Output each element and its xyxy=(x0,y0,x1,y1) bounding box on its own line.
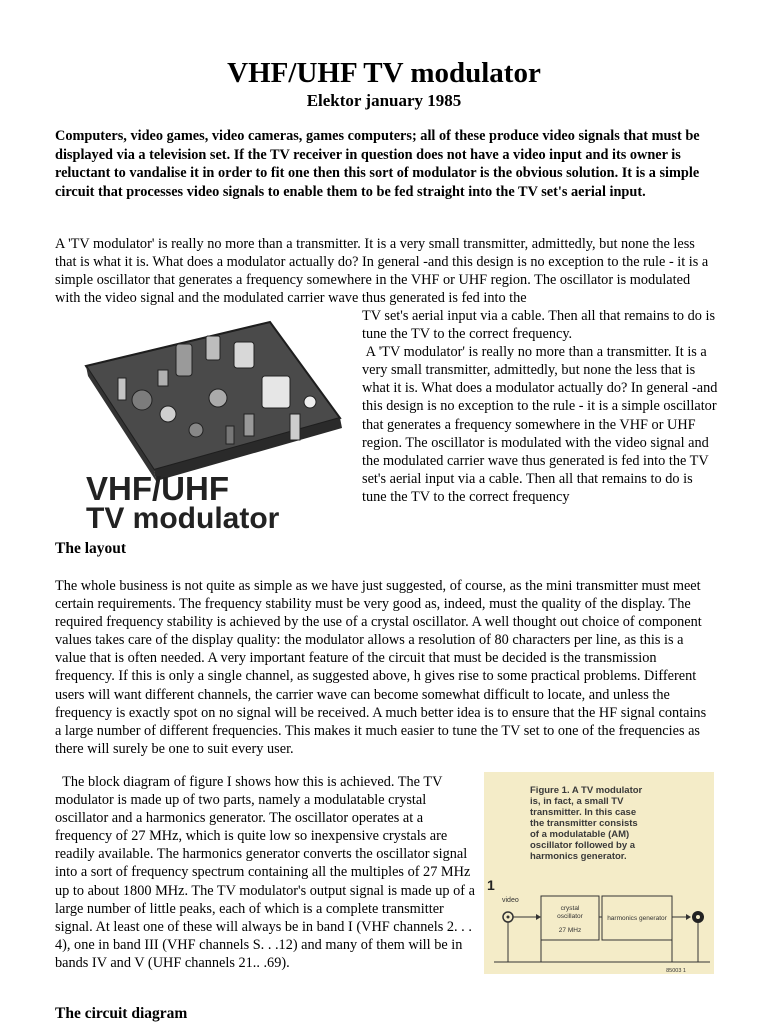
block-diagram-image xyxy=(484,772,714,974)
figure-caption-line-4: the transmitter consists xyxy=(530,818,638,829)
oscillator-label-1: crystal xyxy=(560,905,580,912)
wrap-repeat: A 'TV modulator' is really no more than a transmitter. It is a very small transmitter, admittedly, but none the less that is what it is. What does a modulator actually do? In general -and this design is no exception to the rule - it is a simple oscillator that generates a frequency somewhere in the VHF or UHF region. The oscillator is modulated with the video signal and the modulated carrier wave thus generated is fed into the TV set's aerial input via a cable. Then all that remains to do is tune the TV to the correct frequency xyxy=(362,344,722,505)
harmonics-generator-label: harmonics generator xyxy=(607,915,667,922)
body-paragraph-1: A 'TV modulator' is really no more than a transmitter. It is a very small transmitter, admittedly, but none the less that is what it is. What does a modulator actually do? In general -and this design is no exception to the rule - it is a simple oscillator that generates a frequency somewhere in the VHF or UHF region. The oscillator is modulated with the video signal and the modulated carrier wave thus generated is fed into the xyxy=(55,236,709,307)
circuit-board-photo xyxy=(58,318,352,532)
figure-1-block-diagram xyxy=(484,772,714,974)
heading-the-circuit-diagram: The circuit diagram xyxy=(55,1005,188,1022)
figure-input-label: video xyxy=(502,897,519,904)
page-title: VHF/UHF TV modulator xyxy=(227,57,541,89)
wrap-continuation: TV set's aerial input via a cable. Then all that remains to do is tune the TV to the correct frequency. xyxy=(362,308,716,343)
body-paragraph-layout: The whole business is not quite as simple as we have just suggested, of course, as the mini transmitter must meet certain requirements. The frequency stability must be very good as, indeed, must the quality of the display. The required frequency stability is achieved by the use of a crystal oscillator. A well thought out choice of component values takes care of the display quality: the modulator allows a resolution of 80 characters per line, as this is a value that is often needed. A very important feature of the circuit that must be decided is the transmission frequency. If this is only a single channel, as suggested above, h gives rise to some practical problems. Different users will want different channels, the carrier wave can become somewhat difficult to locate, and unless the frequency is exactly spot on no signal will be received. A much better idea is to ensure that the HF signal contains a large number of different frequencies. This makes it much easier to tune the TV set to one of the frequencies as there will surely be one to suit every user. xyxy=(55,578,707,757)
figure-caption-line-5: of a modulatable (AM) xyxy=(530,829,630,840)
figure-caption-line-1: Figure 1. A TV modulator xyxy=(530,785,643,796)
photo-caption-line2: TV modulator xyxy=(86,502,280,532)
figure-caption-line-7: harmonics generator. xyxy=(530,851,627,862)
wrapped-text-column xyxy=(362,307,722,506)
figure-caption-line-3: transmitter. In this case xyxy=(530,807,637,818)
figure-number: 1 xyxy=(487,877,495,893)
oscillator-freq: 27 MHz xyxy=(558,927,582,934)
page-subtitle: Elektor january 1985 xyxy=(306,91,462,110)
oscillator-label-2: oscillator xyxy=(557,913,583,920)
figure-caption-line-2: is, in fact, a small TV xyxy=(530,796,624,807)
intro-paragraph: Computers, video games, video cameras, games computers; all of these produce video signals that must be displayed via a television set. If the TV receiver in question does not have a video input and its owner is reluctant to vandalise it in order to fit one then this sort of modulator is the obvious solution. It is a simple circuit that processes video signals to enable them to be fed straight into the TV set's aerial input. xyxy=(55,128,700,200)
photo-caption-line1: VHF/UHF xyxy=(86,470,229,507)
figure-code: 85003 1 xyxy=(666,968,686,974)
body-paragraph-block-diagram: The block diagram of figure I shows how this is achieved. The TV modulator is made up of two parts, namely a modulatable crystal oscillator and a harmonics generator. The oscillator operates at a frequency of 27 MHz, which is quite low so inexpensive crystals are readily available. The harmonics generator converts the oscillator signal into a sort of frequency spectrum containing all the multiples of 27 MHz up to about 1800 MHz. The TV modulator's output signal is made up of a large number of little peaks, each of which is a complete transmitter signal. At least one of these will always be in band I (VHF channels 2. . . 4), one in band III (VHF channels S. . .12) and many of them will be in bands IV and V (UHF channels 21.. .69). xyxy=(55,774,479,971)
figure-caption-line-6: oscillator followed by a xyxy=(530,840,636,851)
heading-the-layout: The layout xyxy=(55,540,127,557)
pcb-image xyxy=(58,318,352,532)
